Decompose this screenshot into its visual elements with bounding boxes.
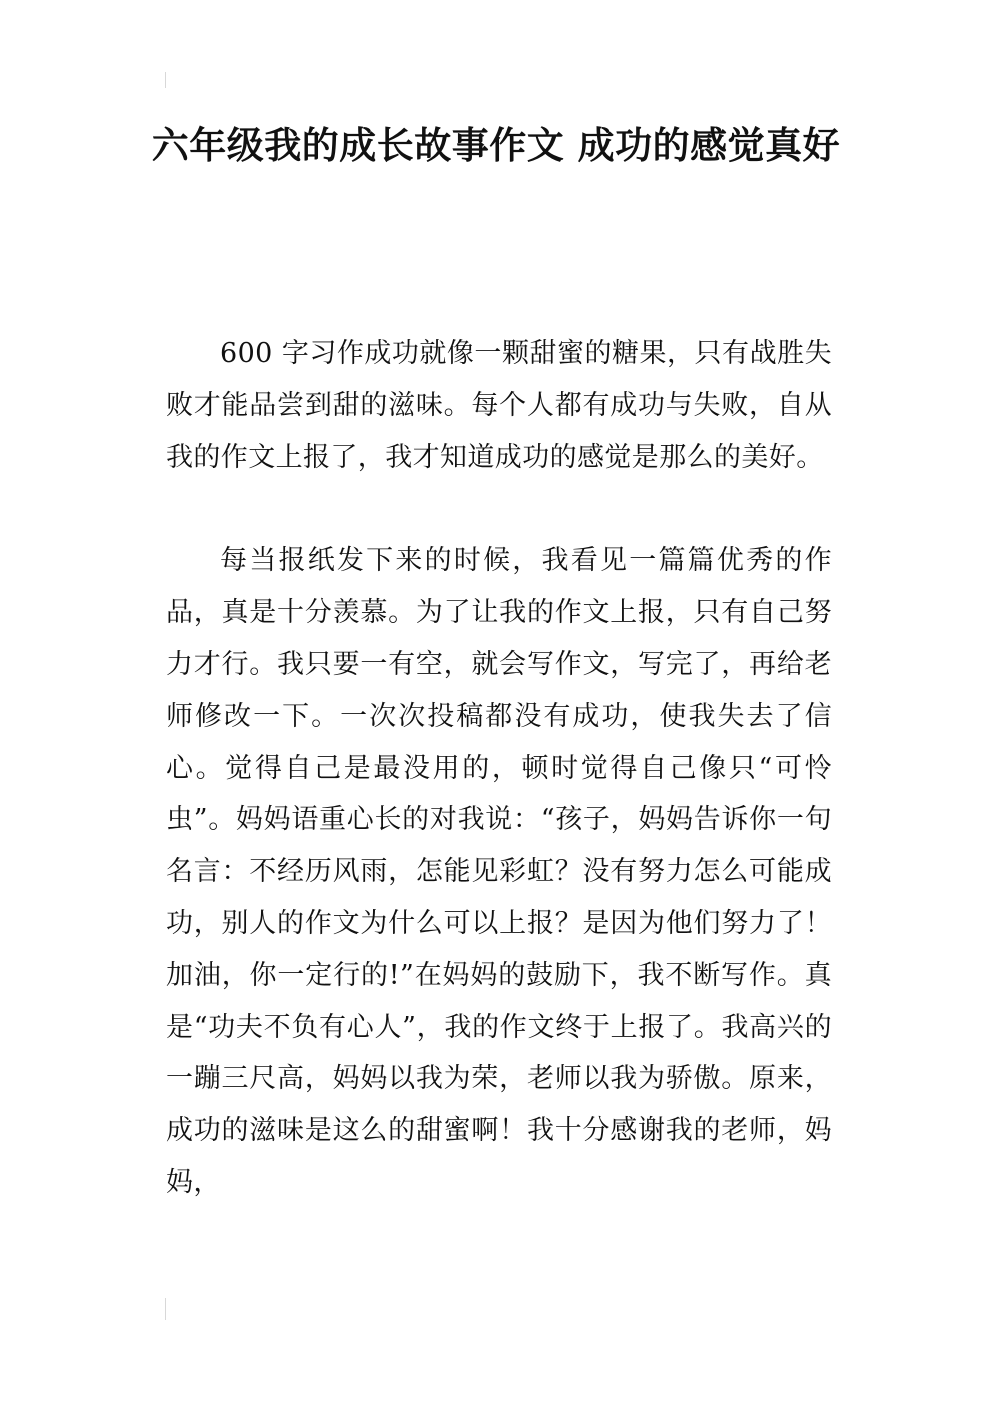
document-title: 六年级我的成长故事作文 成功的感觉真好 — [151, 124, 841, 167]
paragraph-2: 每当报纸发下来的时候，我看见一篇篇优秀的作品，真是十分羡慕。为了让我的作文上报，只有自己努力才行。我只要一有空，就会写作文，写完了，再给老师修改一下。一次次投稿都没有成功，使我失去了信心。觉得自己是最没用的，顿时觉得自己像只“可怜虫”。妈妈语重心长的对我说：“孩子，妈妈告诉你一句名言：不经历风雨，怎能见彩虹？没有努力怎么可能成功，别人的作文为什么可以上报？是因为他们努力了！加油，你一定行的!”在妈妈的鼓励下，我不断写作。真是“功夫不负有心人”，我的作文终于上报了。我高兴的一蹦三尺高，妈妈以我为荣，老师以我为骄傲。原来，成功的滋味是这么的甜蜜啊！我十分感谢我的老师，妈妈， — [166, 545, 832, 1198]
page-corner-mark-top — [165, 72, 166, 88]
page-corner-mark-bottom — [165, 1298, 166, 1320]
document-body — [166, 328, 832, 1209]
paragraph-1: 600 字习作成功就像一颗甜蜜的糖果，只有战胜失败才能品尝到甜的滋味。每个人都有成功与失败，自从我的作文上报了，我才知道成功的感觉是那么的美好。 — [166, 338, 832, 473]
